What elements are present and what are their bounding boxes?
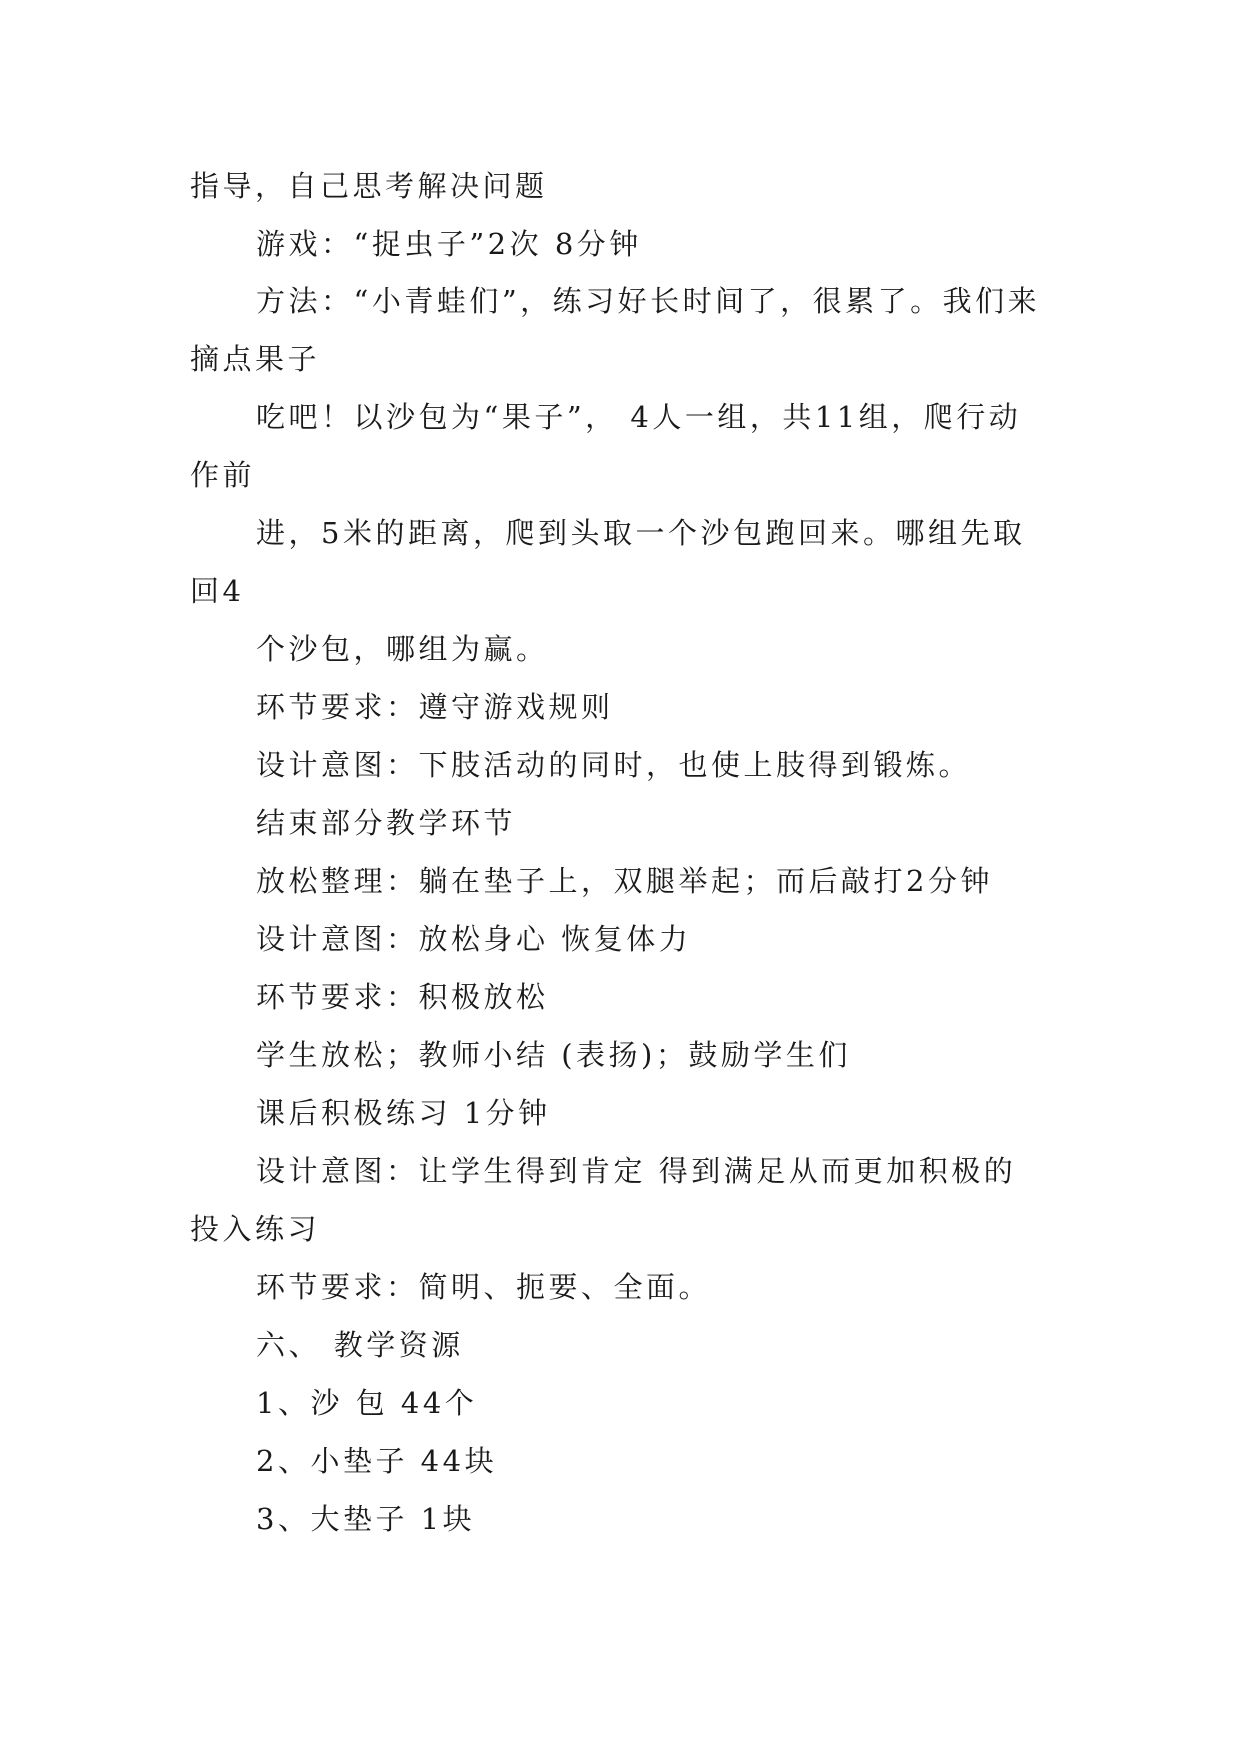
text-line: 进，5米的距离，爬到头取一个沙包跑回来。哪组先取 <box>256 516 1026 550</box>
text-line: 个沙包，哪组为赢。 <box>256 632 549 666</box>
text-line: 指导，自己思考解决问题 <box>190 169 548 203</box>
text-line: 作前 <box>190 458 256 492</box>
text-line: 设计意图：让学生得到肯定 得到满足从而更加积极的 <box>256 1154 1017 1188</box>
text-line: 放松整理：躺在垫子上，双腿举起；而后敲打2分钟 <box>256 864 993 898</box>
text-line: 环节要求：简明、扼要、全面。 <box>256 1270 712 1304</box>
list-item: 2、小垫子 44块 <box>256 1444 498 1478</box>
text-line: 环节要求：遵守游戏规则 <box>256 690 614 724</box>
list-item: 3、大垫子 1块 <box>256 1502 476 1536</box>
text-line: 游戏：“捉虫子”2次 8分钟 <box>256 227 642 261</box>
text-line: 回4 <box>190 574 245 608</box>
text-line: 学生放松；教师小结 (表扬)；鼓励学生们 <box>256 1038 851 1072</box>
section-heading: 六、 教学资源 <box>256 1328 464 1362</box>
text-line: 方法：“小青蛙们”，练习好长时间了，很累了。我们来 <box>256 284 1041 318</box>
text-line: 课后积极练习 1分钟 <box>256 1096 551 1130</box>
text-line: 设计意图：下肢活动的同时，也使上肢得到锻炼。 <box>256 748 972 782</box>
text-line: 摘点果子 <box>190 342 321 376</box>
section-heading: 结束部分教学环节 <box>256 806 517 840</box>
text-line: 环节要求：积极放松 <box>256 980 549 1014</box>
list-item: 1、沙 包 44个 <box>256 1386 478 1420</box>
text-line: 设计意图：放松身心 恢复体力 <box>256 922 692 956</box>
text-line: 吃吧！以沙包为“果子”， 4人一组，共11组，爬行动 <box>256 400 1022 434</box>
text-line: 投入练习 <box>190 1212 321 1246</box>
